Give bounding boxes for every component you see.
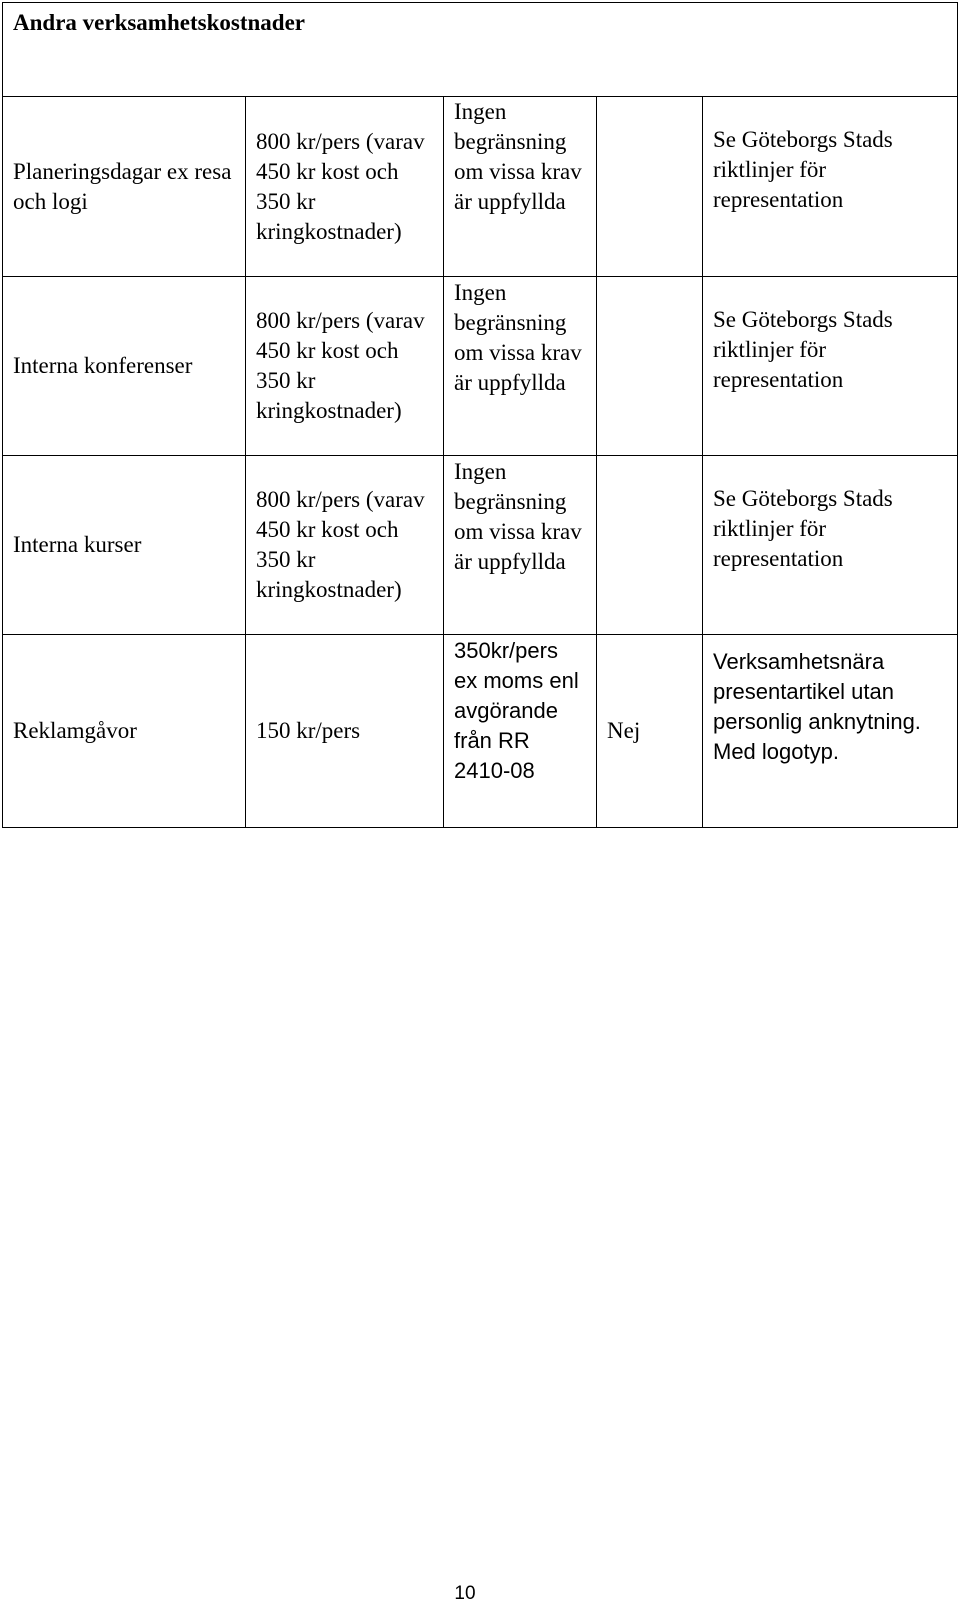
table-row (3, 456, 958, 635)
limit-cell: 350kr/pers ex moms enl avgörande från RR 2410-08 (444, 635, 597, 828)
amount-cell: 150 kr/pers (246, 635, 444, 828)
table-row (3, 277, 958, 456)
guideline-cell: Se Göteborgs Stads riktlinjer för representation (703, 277, 958, 456)
cost-table (2, 2, 958, 828)
vat-cell (597, 97, 703, 277)
limit-cell: Ingen begränsning om vissa krav är uppfyllda (444, 277, 597, 456)
section-title: Andra verksamhetskostnader (3, 3, 958, 97)
guideline-cell: Se Göteborgs Stads riktlinjer för representation (703, 97, 958, 277)
table-row (3, 97, 958, 277)
category-cell: Interna konferenser (3, 277, 246, 456)
category-cell: Reklamgåvor (3, 635, 246, 828)
limit-cell: Ingen begränsning om vissa krav är uppfyllda (444, 97, 597, 277)
table-row (3, 635, 958, 828)
vat-cell (597, 277, 703, 456)
amount-cell: 800 kr/pers (varav 450 kr kost och 350 kr kringkostnader) (246, 456, 444, 635)
vat-cell (597, 456, 703, 635)
page-number-text: 10 (454, 1583, 476, 1604)
category-cell: Interna kurser (3, 456, 246, 635)
guideline-cell: Se Göteborgs Stads riktlinjer för representation (703, 456, 958, 635)
section-header-row (3, 3, 958, 97)
guideline-cell: Verksamhetsnära presentartikel utan personlig anknytning. Med logotyp. (703, 635, 958, 828)
limit-cell: Ingen begränsning om vissa krav är uppfyllda (444, 456, 597, 635)
category-cell: Planeringsdagar ex resa och logi (3, 97, 246, 277)
vat-cell: Nej (597, 635, 703, 828)
page-number (0, 1583, 960, 1605)
amount-cell: 800 kr/pers (varav 450 kr kost och 350 kr kringkostnader) (246, 97, 444, 277)
amount-cell: 800 kr/pers (varav 450 kr kost och 350 kr kringkostnader) (246, 277, 444, 456)
